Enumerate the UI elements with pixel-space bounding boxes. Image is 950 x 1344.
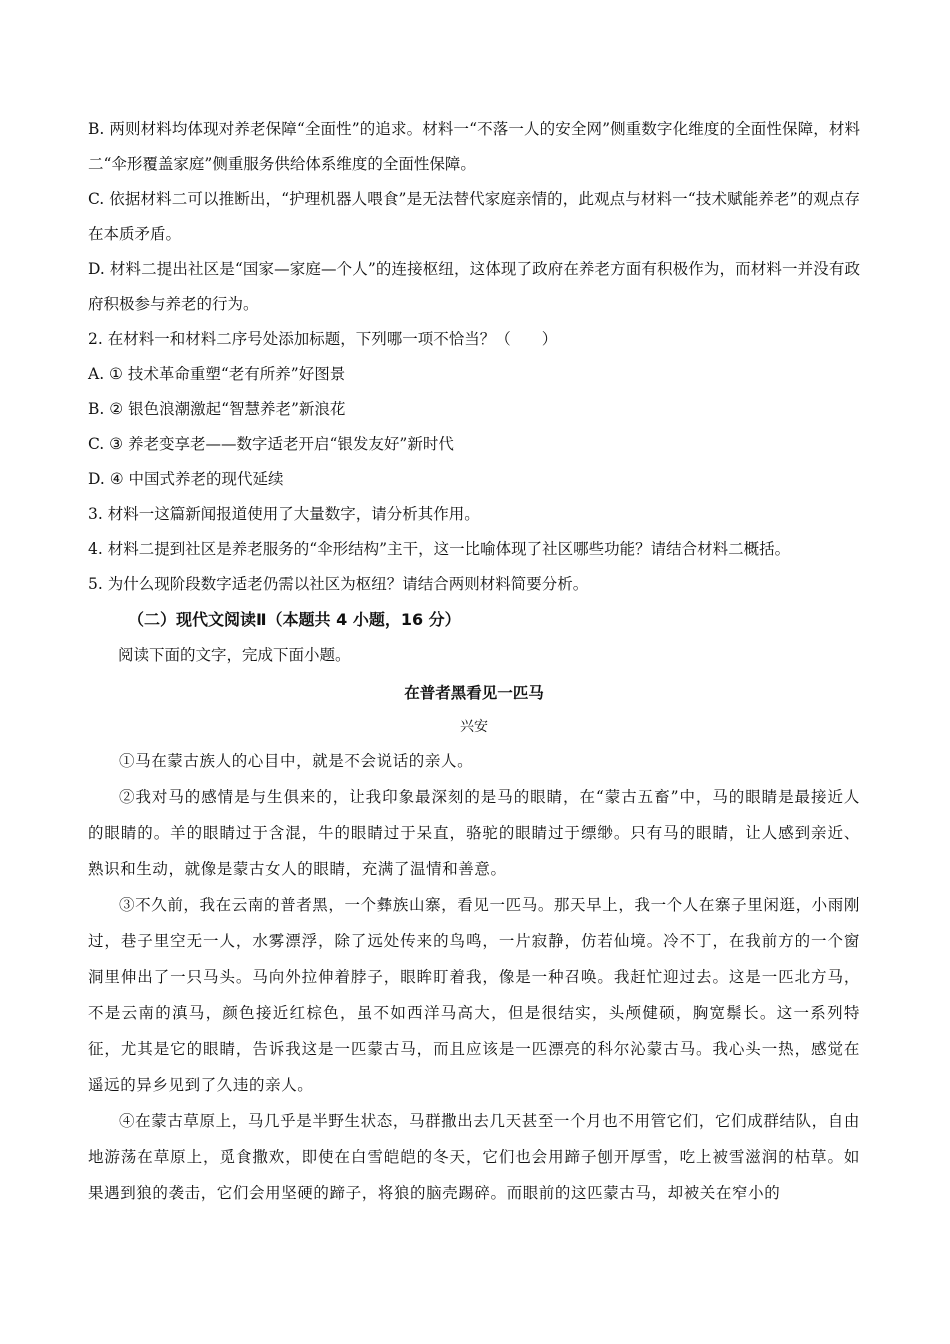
q4-stem: 4. 材料二提到社区是养老服务的“伞形结构”主干，这一比喻体现了社区哪些功能？请结合材料二概括。: [88, 540, 791, 558]
section-heading: （二）现代文阅读Ⅱ（本题共 4 小题，16 分）: [128, 610, 461, 629]
article-paragraph-1: ①马在蒙古族人的心目中，就是不会说话的亲人。: [119, 752, 474, 770]
article-paragraph-3: ③不久前，我在云南的普者黑，一个彝族山寨，看见一匹马。那天早上，我一个人在寨子里闲逛，小雨刚过，巷子里空无一人，水雾漂浮，除了远处传来的鸟鸣，一片寂静，仿若仙境。冷不丁，在我前方的一个窗洞里伸出了一只马头。马向外拉伸着脖子，眼眸盯着我，像是一种召唤。我赶忙迎过去。这是一匹北方马，不是云南的滇马，颜色接近红棕色，虽不如西洋马高大，但是很结实，头颅健硕，胸宽鬃长。这一系列特征，尤其是它的眼睛，告诉我这是一匹蒙古马，而且应该是一匹漂亮的科尔沁蒙古马。我心头一热，感觉在遥远的异乡见到了久违的亲人。: [88, 896, 860, 1094]
q3-stem: 3. 材料一这篇新闻报道使用了大量数字，请分析其作用。: [88, 505, 480, 523]
q2-option-a: A. ① 技术革命重塑“老有所养”好图景: [88, 365, 346, 383]
exam-page: [88, 112, 860, 1211]
q2-stem: 2. 在材料一和材料二序号处添加标题，下列哪一项不恰当？（ ）: [88, 330, 558, 348]
section-instruction: 阅读下面的文字，完成下面小题。: [118, 646, 351, 664]
q1-option-c: C. 依据材料二可以推断出，“护理机器人喂食”是无法替代家庭亲情的，此观点与材料一“技术赋能养老”的观点存在本质矛盾。: [88, 190, 860, 243]
article-paragraph-2: ②我对马的感情是与生俱来的，让我印象最深刻的是马的眼睛，在“蒙古五畜”中，马的眼睛是最接近人的眼睛的。羊的眼睛过于含混，牛的眼睛过于呆直，骆驼的眼睛过于缥缈。只有马的眼睛，让人感到亲近、熟识和生动，就像是蒙古女人的眼睛，充满了温情和善意。: [88, 788, 860, 878]
q1-option-b: B. 两则材料均体现对养老保障“全面性”的追求。材料一“不落一人的安全网”侧重数字化维度的全面性保障，材料二“伞形覆盖家庭”侧重服务供给体系维度的全面性保障。: [88, 120, 860, 173]
q2-option-c: C. ③ 养老变享老——数字适老开启“银发友好”新时代: [88, 435, 454, 453]
article-paragraph-4: ④在蒙古草原上，马几乎是半野生状态，马群撒出去几天甚至一个月也不用管它们，它们成群结队，自由地游荡在草原上，觅食撒欢，即使在白雪皑皑的冬天，它们也会用蹄子刨开厚雪，吃上被雪滋润的枯草。如果遇到狼的袭击，它们会用坚硬的蹄子，将狼的脑壳踢碎。而眼前的这匹蒙古马，却被关在窄小的: [88, 1112, 860, 1202]
q2-option-d: D. ④ 中国式养老的现代延续: [88, 470, 284, 488]
q2-option-b: B. ② 银色浪潮激起“智慧养老”新浪花: [88, 400, 346, 418]
article-author: 兴安: [460, 719, 488, 735]
q5-stem: 5. 为什么现阶段数字适老仍需以社区为枢纽？请结合两则材料简要分析。: [88, 575, 589, 593]
article-title: 在普者黑看见一匹马: [404, 684, 544, 702]
q1-option-d: D. 材料二提出社区是“国家—家庭—个人”的连接枢纽，这体现了政府在养老方面有积极作为，而材料一并没有政府积极参与养老的行为。: [88, 260, 860, 313]
